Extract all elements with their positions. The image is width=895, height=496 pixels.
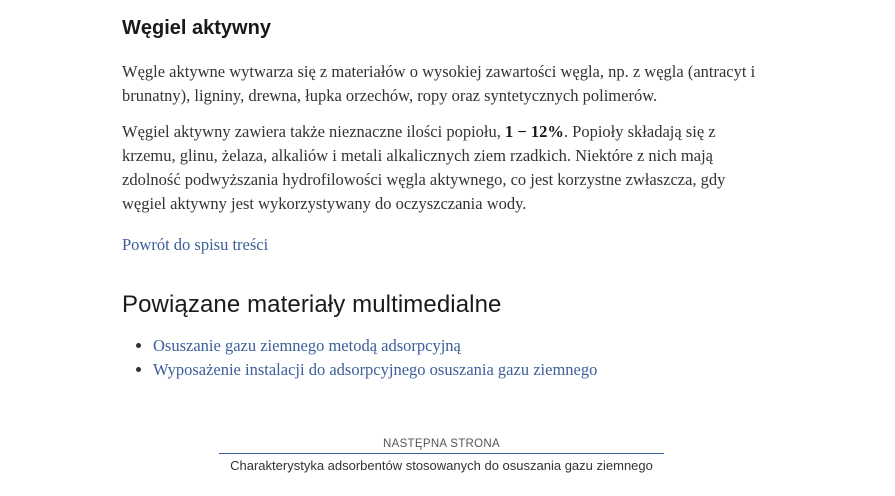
list-item — [153, 334, 762, 358]
section-heading: Węgiel aktywny — [122, 17, 271, 39]
paragraph-ash-start: Węgiel aktywny zawiera także nieznaczne ilości popiołu, — [122, 122, 505, 141]
list-item — [153, 358, 762, 382]
next-page-nav[interactable] — [219, 438, 664, 473]
main-content — [122, 14, 762, 382]
paragraph-ash-end: . Popioły składają się z krzemu, glinu, żelaza, alkaliów i metali alkalicznych ziem rzadkich. Niektóre z nich mają zdolność podwyższania hydrofilowości węgla aktywnego, co jest korzystne zwłaszcza, gdy węgiel aktywny jest wykorzystywany do oczyszczania wody. — [122, 122, 726, 213]
back-to-toc-link[interactable]: Powrót do spisu treści — [122, 235, 269, 254]
related-link-adsorption-drying[interactable]: Osuszanie gazu ziemnego metodą adsorpcyjną — [153, 336, 461, 355]
next-page-label: NASTĘPNA STRONA — [219, 438, 664, 454]
paragraph-sources: Węgle aktywne wytwarza się z materiałów o wysokiej zawartości węgla, np. z węgla (antracyt i brunatny), ligniny, drewna, łupka orzechów, ropy oraz syntetycznych polimerów. — [122, 62, 756, 105]
related-link-installation-equipment[interactable]: Wyposażenie instalacji do adsorpcyjnego osuszania gazu ziemnego — [153, 360, 598, 379]
ash-range-formula: 1 − 12% — [505, 122, 564, 141]
next-page-title-link[interactable]: Charakterystyka adsorbentów stosowanych do osuszania gazu ziemnego — [230, 458, 653, 473]
related-materials-list — [122, 334, 762, 382]
related-materials-heading: Powiązane materiały multimedialne — [122, 291, 502, 318]
paragraph-ash — [122, 120, 762, 216]
